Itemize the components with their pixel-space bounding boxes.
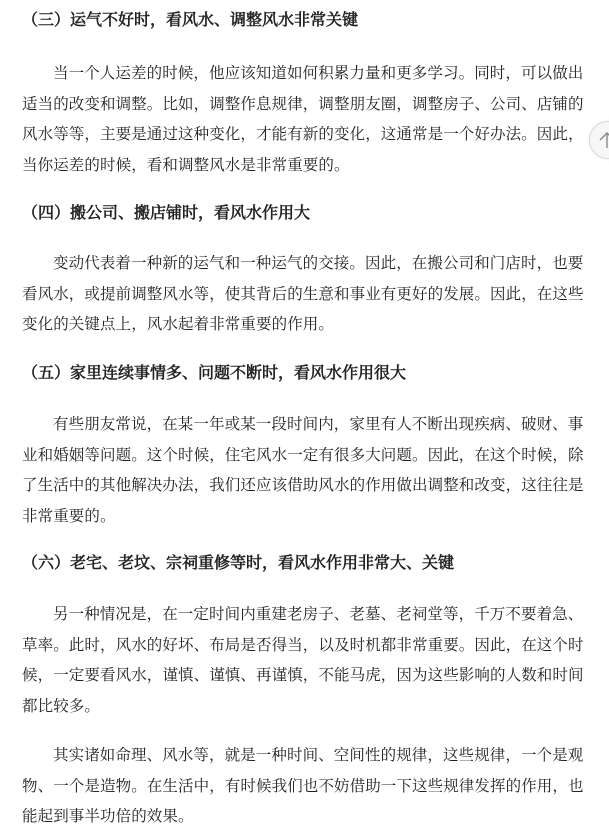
- section-paragraph: 当一个人运差的时候，他应该知道如何积累力量和更多学习。同时，可以做出适当的改变和调整。比如，调整作息规律，调整朋友圈，调整房子、公司、店铺的风水等等，主要是通过这种变化，才能有新的变化，这通常是一个好办法。因此，当你运差的时候，看和调整风水是非常重要的。: [22, 64, 584, 174]
- section-heading: （五）家里连续事情多、问题不断时，看风水作用很大: [22, 363, 407, 382]
- scroll-to-top-button[interactable]: [589, 121, 609, 159]
- section-heading: （六）老宅、老坟、宗祠重修等时，看风水作用非常大、关键: [22, 553, 455, 572]
- section-heading: （四）搬公司、搬店铺时，看风水作用大: [22, 203, 311, 222]
- section-paragraph: 有些朋友常说，在某一年或某一段时间内，家里有人不断出现疾病、破财、事业和婚姻等问题。这个时候，住宅风水一定有很多大问题。因此，在这个时候，除了生活中的其他解决办法，我们还应该借助风水的作用做出调整和改变，这往往是非常重要的。: [22, 415, 584, 525]
- section-heading: （三）运气不好时，看风水、调整风水非常关键: [22, 10, 359, 29]
- section-paragraph: 其实诸如命理、风水等，就是一种时间、空间性的规律，这些规律，一个是观物、一个是造物。在生活中，有时候我们也不妨借助一下这些规律发挥的作用，也能起到事半功倍的效果。: [22, 746, 584, 825]
- arrow-up-icon: [596, 130, 609, 150]
- section-paragraph: 变动代表着一种新的运气和一种运气的交接。因此，在搬公司和门店时，也要看风水，或提前调整风水等，使其背后的生意和事业有更好的发展。因此，在这些变化的关键点上，风水起着非常重要的作用。: [22, 254, 584, 333]
- section-paragraph: 另一种情况是，在一定时间内重建老房子、老墓、老祠堂等，千万不要着急、草率。此时，风水的好坏、布局是否得当，以及时机都非常重要。因此，在这个时候，一定要看风水，谨慎、谨慎、再谨慎，不能马虎，因为这些影响的人数和时间都比较多。: [22, 605, 584, 715]
